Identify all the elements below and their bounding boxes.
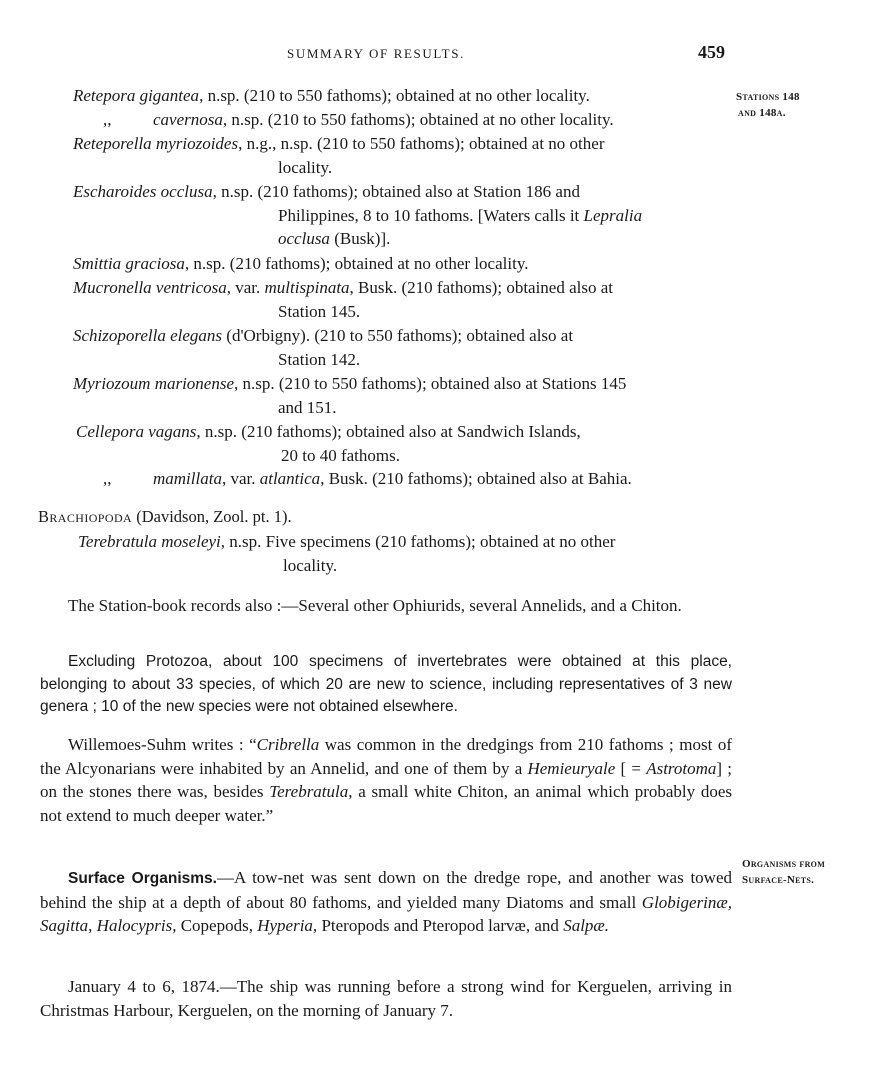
species-entry (76, 420, 736, 467)
species-entry (73, 372, 733, 419)
paragraph-surface-organisms (40, 866, 732, 938)
paragraph-text: Excluding Protozoa, about 100 specimens of invertebrates were obtained at this place, belonging to about 33 species, of which 20 are new to science, including representatives of 3 new genera ; 10 of the new species were not obtained elsewhere. (40, 653, 732, 715)
species-entry (73, 252, 733, 276)
species-name: Salpæ. (563, 916, 609, 935)
ditto-mark: ,, (103, 469, 112, 488)
paragraph-text: January 4 to 6, 1874.—The ship was running before a strong wind for Kerguelen, arriving in Christmas Harbour, Kerguelen, on the morning of January 7. (40, 977, 732, 1020)
species-name: Hyperia, (257, 916, 318, 935)
species-entry (73, 180, 733, 251)
entry-continuation: locality. (283, 555, 338, 575)
species-entry (73, 108, 733, 132)
species-name: Reteporella myriozoides (73, 134, 239, 153)
species-name: Terebratula (269, 782, 349, 801)
paragraph-station-book (40, 594, 732, 618)
entry-continuation (73, 227, 733, 251)
species-name: mamillata (153, 469, 222, 488)
page-header (0, 40, 880, 64)
species-name: Hemieuryale (527, 758, 616, 778)
species-name: Lepralia (583, 205, 643, 225)
margin-note-surface (742, 856, 825, 888)
ditto-mark: ,, (103, 110, 112, 129)
section-heading-brachiopoda (38, 505, 292, 528)
species-entry (103, 467, 763, 491)
species-entry (73, 324, 733, 371)
margin-note-stations (736, 89, 800, 121)
species-name: Mucronella ventricosa (73, 278, 227, 297)
species-name: occlusa (278, 229, 330, 248)
species-name: Astrotoma (646, 758, 717, 778)
species-name: Myriozoum marionense (73, 374, 235, 393)
species-entry (73, 132, 733, 179)
entry-text: , Busk. (210 fathoms); obtained also at (349, 278, 614, 297)
entry-text: , n.g., n.sp. (210 to 550 fathoms); obtained at no other (238, 134, 605, 153)
variety-name: atlantica (259, 469, 321, 488)
entry-continuation: locality. (278, 157, 333, 177)
paragraph-text: ] ; on the stones there was, besides (40, 758, 733, 801)
paragraph-text: Willemoes-Suhm writes : “ (68, 735, 257, 754)
species-name: Terebratula moseleyi (78, 532, 221, 551)
entry-text: , var. (221, 469, 260, 488)
species-entry (73, 276, 733, 323)
entry-continuation: 20 to 40 fathoms. (281, 445, 400, 465)
paragraph-text: Copepods, (176, 916, 258, 935)
species-name: Escharoides occlusa (73, 182, 213, 201)
entry-continuation: Station 142. (278, 349, 361, 369)
entry-text: Philippines, 8 to 10 fathoms. [Waters calls it (278, 205, 584, 225)
species-name: Cellepora vagans (76, 422, 197, 441)
species-entry (78, 530, 738, 577)
entry-text: , n.sp. (210 to 550 fathoms); obtained also at Stations 145 (234, 374, 627, 393)
species-name: Globigerinæ, Sagitta, Halocypris, (40, 892, 732, 935)
entry-text: , n.sp. (210 fathoms); obtained also at Station 186 and (212, 182, 580, 201)
species-name: Cribrella (256, 735, 320, 754)
variety-name: multispinata (264, 278, 350, 297)
section-heading-text: (Davidson, Zool. pt. 1). (132, 507, 292, 526)
paragraph-text: was common in the dredgings from 210 fathoms ; most of the Alcyonarians were inhabited by an Annelid, and one of them by a (40, 735, 732, 778)
entry-continuation: and 151. (278, 397, 337, 417)
entry-text: , var. (226, 278, 265, 297)
margin-note-line: and 148a. (738, 107, 786, 119)
running-title: SUMMARY OF RESULTS. (287, 46, 465, 61)
entry-continuation: Station 145. (278, 301, 361, 321)
entry-text: , n.sp. (210 fathoms); obtained also at Sandwich Islands, (196, 422, 581, 441)
species-name: Retepora gigantea (73, 86, 200, 105)
paragraph-text: , a small white Chiton, an animal which probably does not extend to much deeper water.” (40, 782, 732, 825)
entry-text: (d'Orbigny). (210 to 550 fathoms); obtained also at (222, 326, 574, 345)
entry-text: , n.sp. Five specimens (210 fathoms); obtained at no other (220, 532, 616, 551)
margin-note-line: Surface-Nets. (742, 874, 815, 886)
paragraph-text: —A tow-net was sent down on the dredge rope, and another was towed behind the ship at a depth of about 80 fathoms, and yielded many Diatoms and small (40, 868, 732, 912)
entry-text: (Busk)]. (329, 229, 391, 248)
species-entry (73, 84, 733, 108)
margin-note-line: Stations 148 (736, 91, 800, 103)
entry-text: , n.sp. (210 fathoms); obtained at no other locality. (184, 254, 529, 273)
section-heading-label: Brachiopoda (38, 507, 133, 526)
margin-note-line: Organisms from (742, 858, 826, 870)
paragraph-willemoes-suhm (40, 733, 732, 827)
paragraph-text: The Station-book records also :—Several other Ophiurids, several Annelids, and a Chiton. (68, 596, 682, 615)
species-name: cavernosa (153, 110, 223, 129)
paragraph-text: [ = (615, 758, 647, 778)
entry-text: , n.sp. (210 to 550 fathoms); obtained at no other locality. (199, 86, 590, 105)
paragraph-text: Pteropods and Pteropod larvæ, and (317, 916, 564, 935)
entry-text: , Busk. (210 fathoms); obtained also at Bahia. (320, 469, 632, 488)
entry-text: , n.sp. (210 to 550 fathoms); obtained at no other locality. (222, 110, 614, 129)
paragraph-lead: Surface Organisms. (68, 870, 217, 887)
species-name: Schizoporella elegans (73, 326, 223, 345)
entry-continuation (73, 204, 733, 228)
page-number: 459 (698, 42, 725, 62)
paragraph-january (40, 975, 732, 1022)
species-name: Smittia graciosa (73, 254, 185, 273)
paragraph-summary (40, 651, 732, 719)
